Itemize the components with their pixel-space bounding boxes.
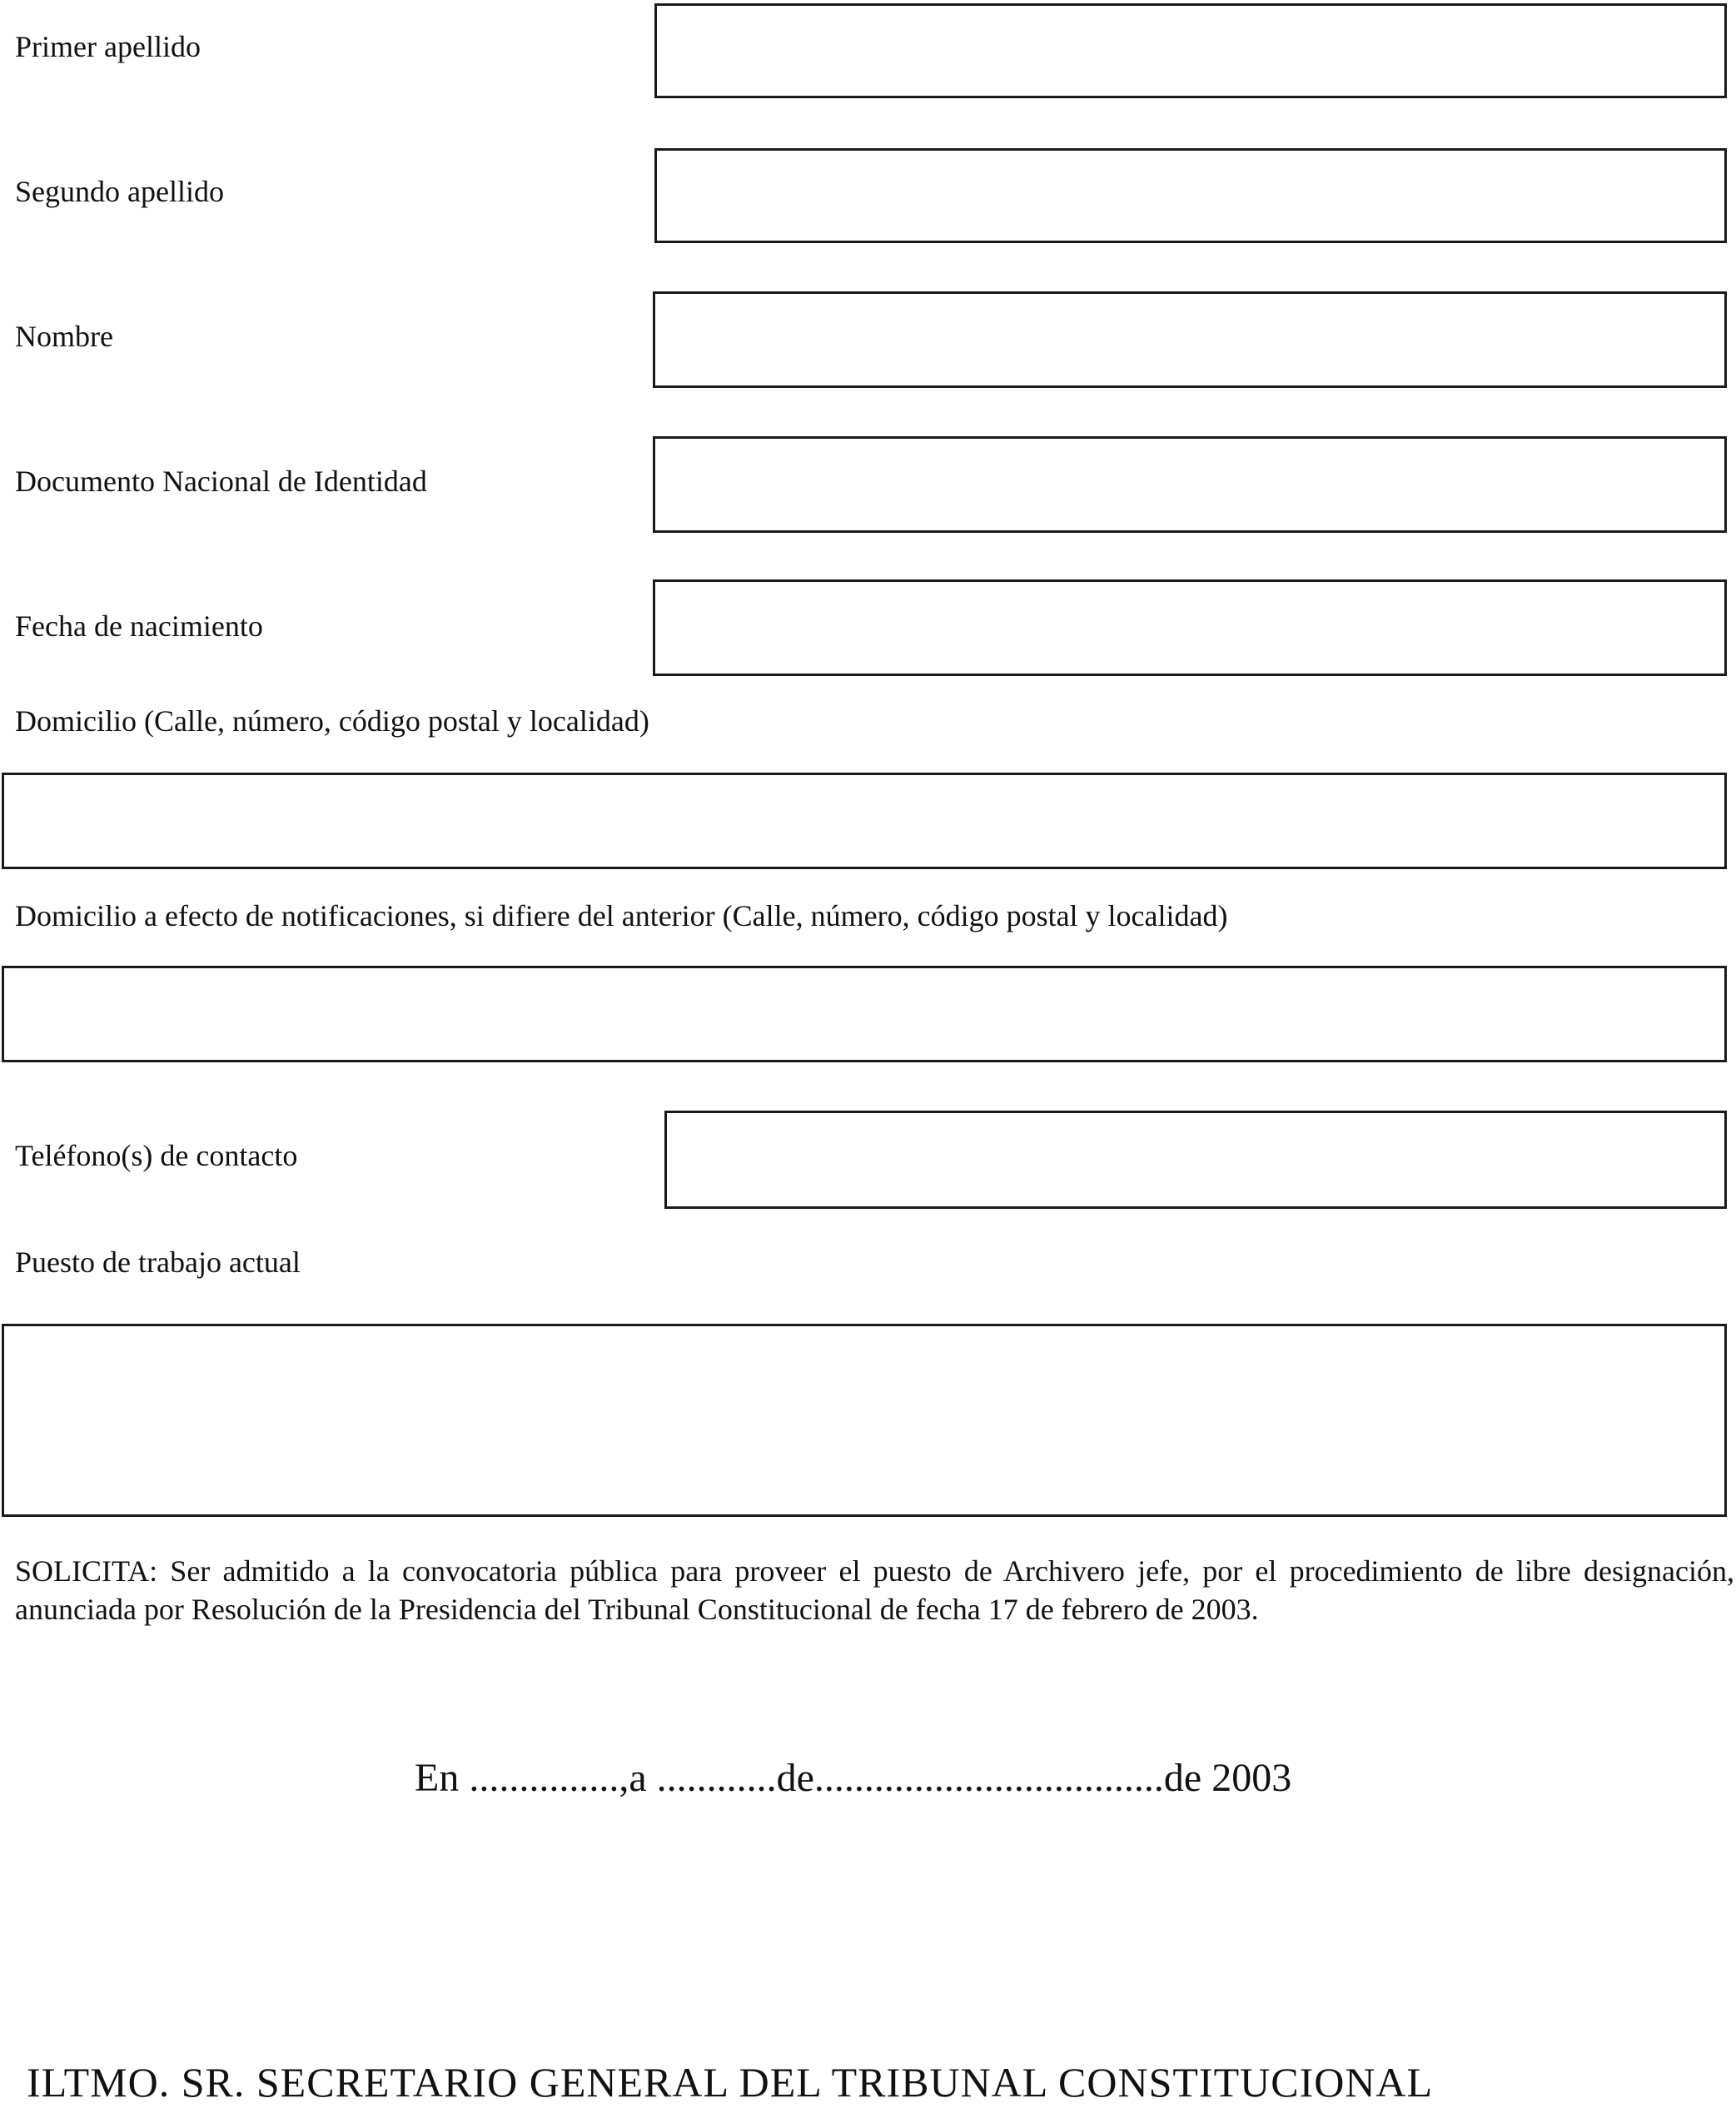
domicilio-field[interactable] xyxy=(2,773,1727,869)
label-dni: Documento Nacional de Identidad xyxy=(15,465,427,498)
date-line: En ...............,a ............de...................................de 2003 xyxy=(415,1756,1292,1800)
label-fecha-nacimiento: Fecha de nacimiento xyxy=(15,609,263,643)
puesto-trabajo-field[interactable] xyxy=(2,1324,1727,1517)
label-puesto-trabajo: Puesto de trabajo actual xyxy=(15,1245,301,1279)
segundo-apellido-field[interactable] xyxy=(654,148,1727,243)
telefono-field[interactable] xyxy=(664,1111,1727,1209)
primer-apellido-field[interactable] xyxy=(654,3,1727,98)
label-telefono: Teléfono(s) de contacto xyxy=(15,1139,298,1172)
label-domicilio-notificaciones: Domicilio a efecto de notificaciones, si difiere del anterior (Calle, número, código postal y localidad) xyxy=(15,899,1228,932)
label-domicilio: Domicilio (Calle, número, código postal y localidad) xyxy=(15,704,649,738)
label-segundo-apellido: Segundo apellido xyxy=(15,175,224,208)
label-nombre: Nombre xyxy=(15,320,113,353)
nombre-field[interactable] xyxy=(653,291,1727,388)
addressee: ILTMO. SR. SECRETARIO GENERAL DEL TRIBUNAL CONSTITUCIONAL xyxy=(27,2059,1434,2106)
label-primer-apellido: Primer apellido xyxy=(15,30,201,63)
solicita-paragraph: SOLICITA: Ser admitido a la convocatoria pública para proveer el puesto de Archivero jefe, por el procedimiento de libre designación, anunciada por Resolución de la Presidencia del Tribunal Constitucional de fecha 17 de febrero de 2003. xyxy=(15,1554,1734,1626)
fecha-nacimiento-field[interactable] xyxy=(653,579,1727,676)
dni-field[interactable] xyxy=(653,436,1727,533)
domicilio-notificaciones-field[interactable] xyxy=(2,966,1727,1062)
